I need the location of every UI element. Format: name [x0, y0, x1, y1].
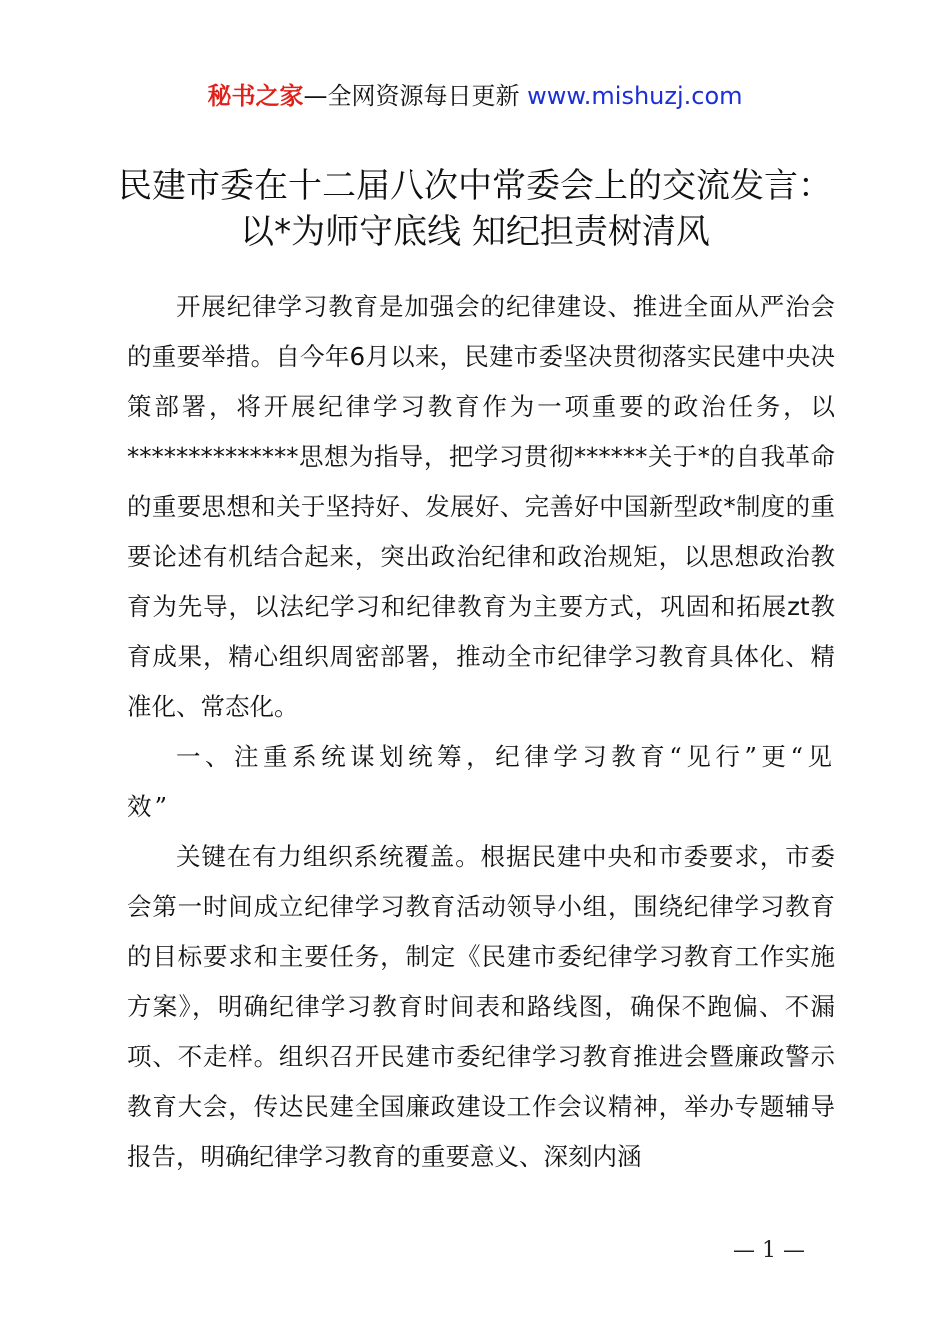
page-number: — 1 —: [733, 1238, 805, 1263]
site-header: [0, 80, 950, 112]
document-title: [60, 163, 890, 255]
title-line-2: 以*为师守底线 知纪担责树清风: [240, 212, 710, 252]
header-url-link[interactable]: www.mishuzj.com: [527, 82, 743, 110]
section-heading: 一、注重系统谋划统筹，纪律学习教育“见行”更“见效”: [127, 742, 835, 821]
header-brand: 秘书之家: [207, 82, 304, 110]
title-line-1: 民建市委在十二届八次中常委会上的交流发言：: [118, 166, 832, 206]
header-tagline: —全网资源每日更新: [303, 82, 520, 110]
intro-paragraph: 开展纪律学习教育是加强会的纪律建设、推进全面从严治会的重要举措。自今年6月以来，民建市委坚决贯彻落实民建中央决策部署，将开展纪律学习教育作为一项重要的政治任务，以**************思想为指导，把学习贯彻******关于*的自我革命的重要思想和关于坚持好、发展好、完善好中国新型政*制度的重要论述有机结合起来，突出政治纪律和政治规矩，以思想政治教育为先导，以法纪学习和纪律教育为主要方式，巩固和拓展zt教育成果，精心组织周密部署，推动全市纪律学习教育具体化、精准化、常态化。: [127, 292, 835, 721]
document-body: [127, 282, 835, 1182]
body-paragraph: 关键在有力组织系统覆盖。根据民建中央和市委要求，市委会第一时间成立纪律学习教育活动领导小组，围绕纪律学习教育的目标要求和主要任务，制定《民建市委纪律学习教育工作实施方案》，明确纪律学习教育时间表和路线图，确保不跑偏、不漏项、不走样。组织召开民建市委纪律学习教育推进会暨廉政警示教育大会，传达民建全国廉政建设工作会议精神，举办专题辅导报告，明确纪律学习教育的重要意义、深刻内涵: [127, 842, 835, 1171]
